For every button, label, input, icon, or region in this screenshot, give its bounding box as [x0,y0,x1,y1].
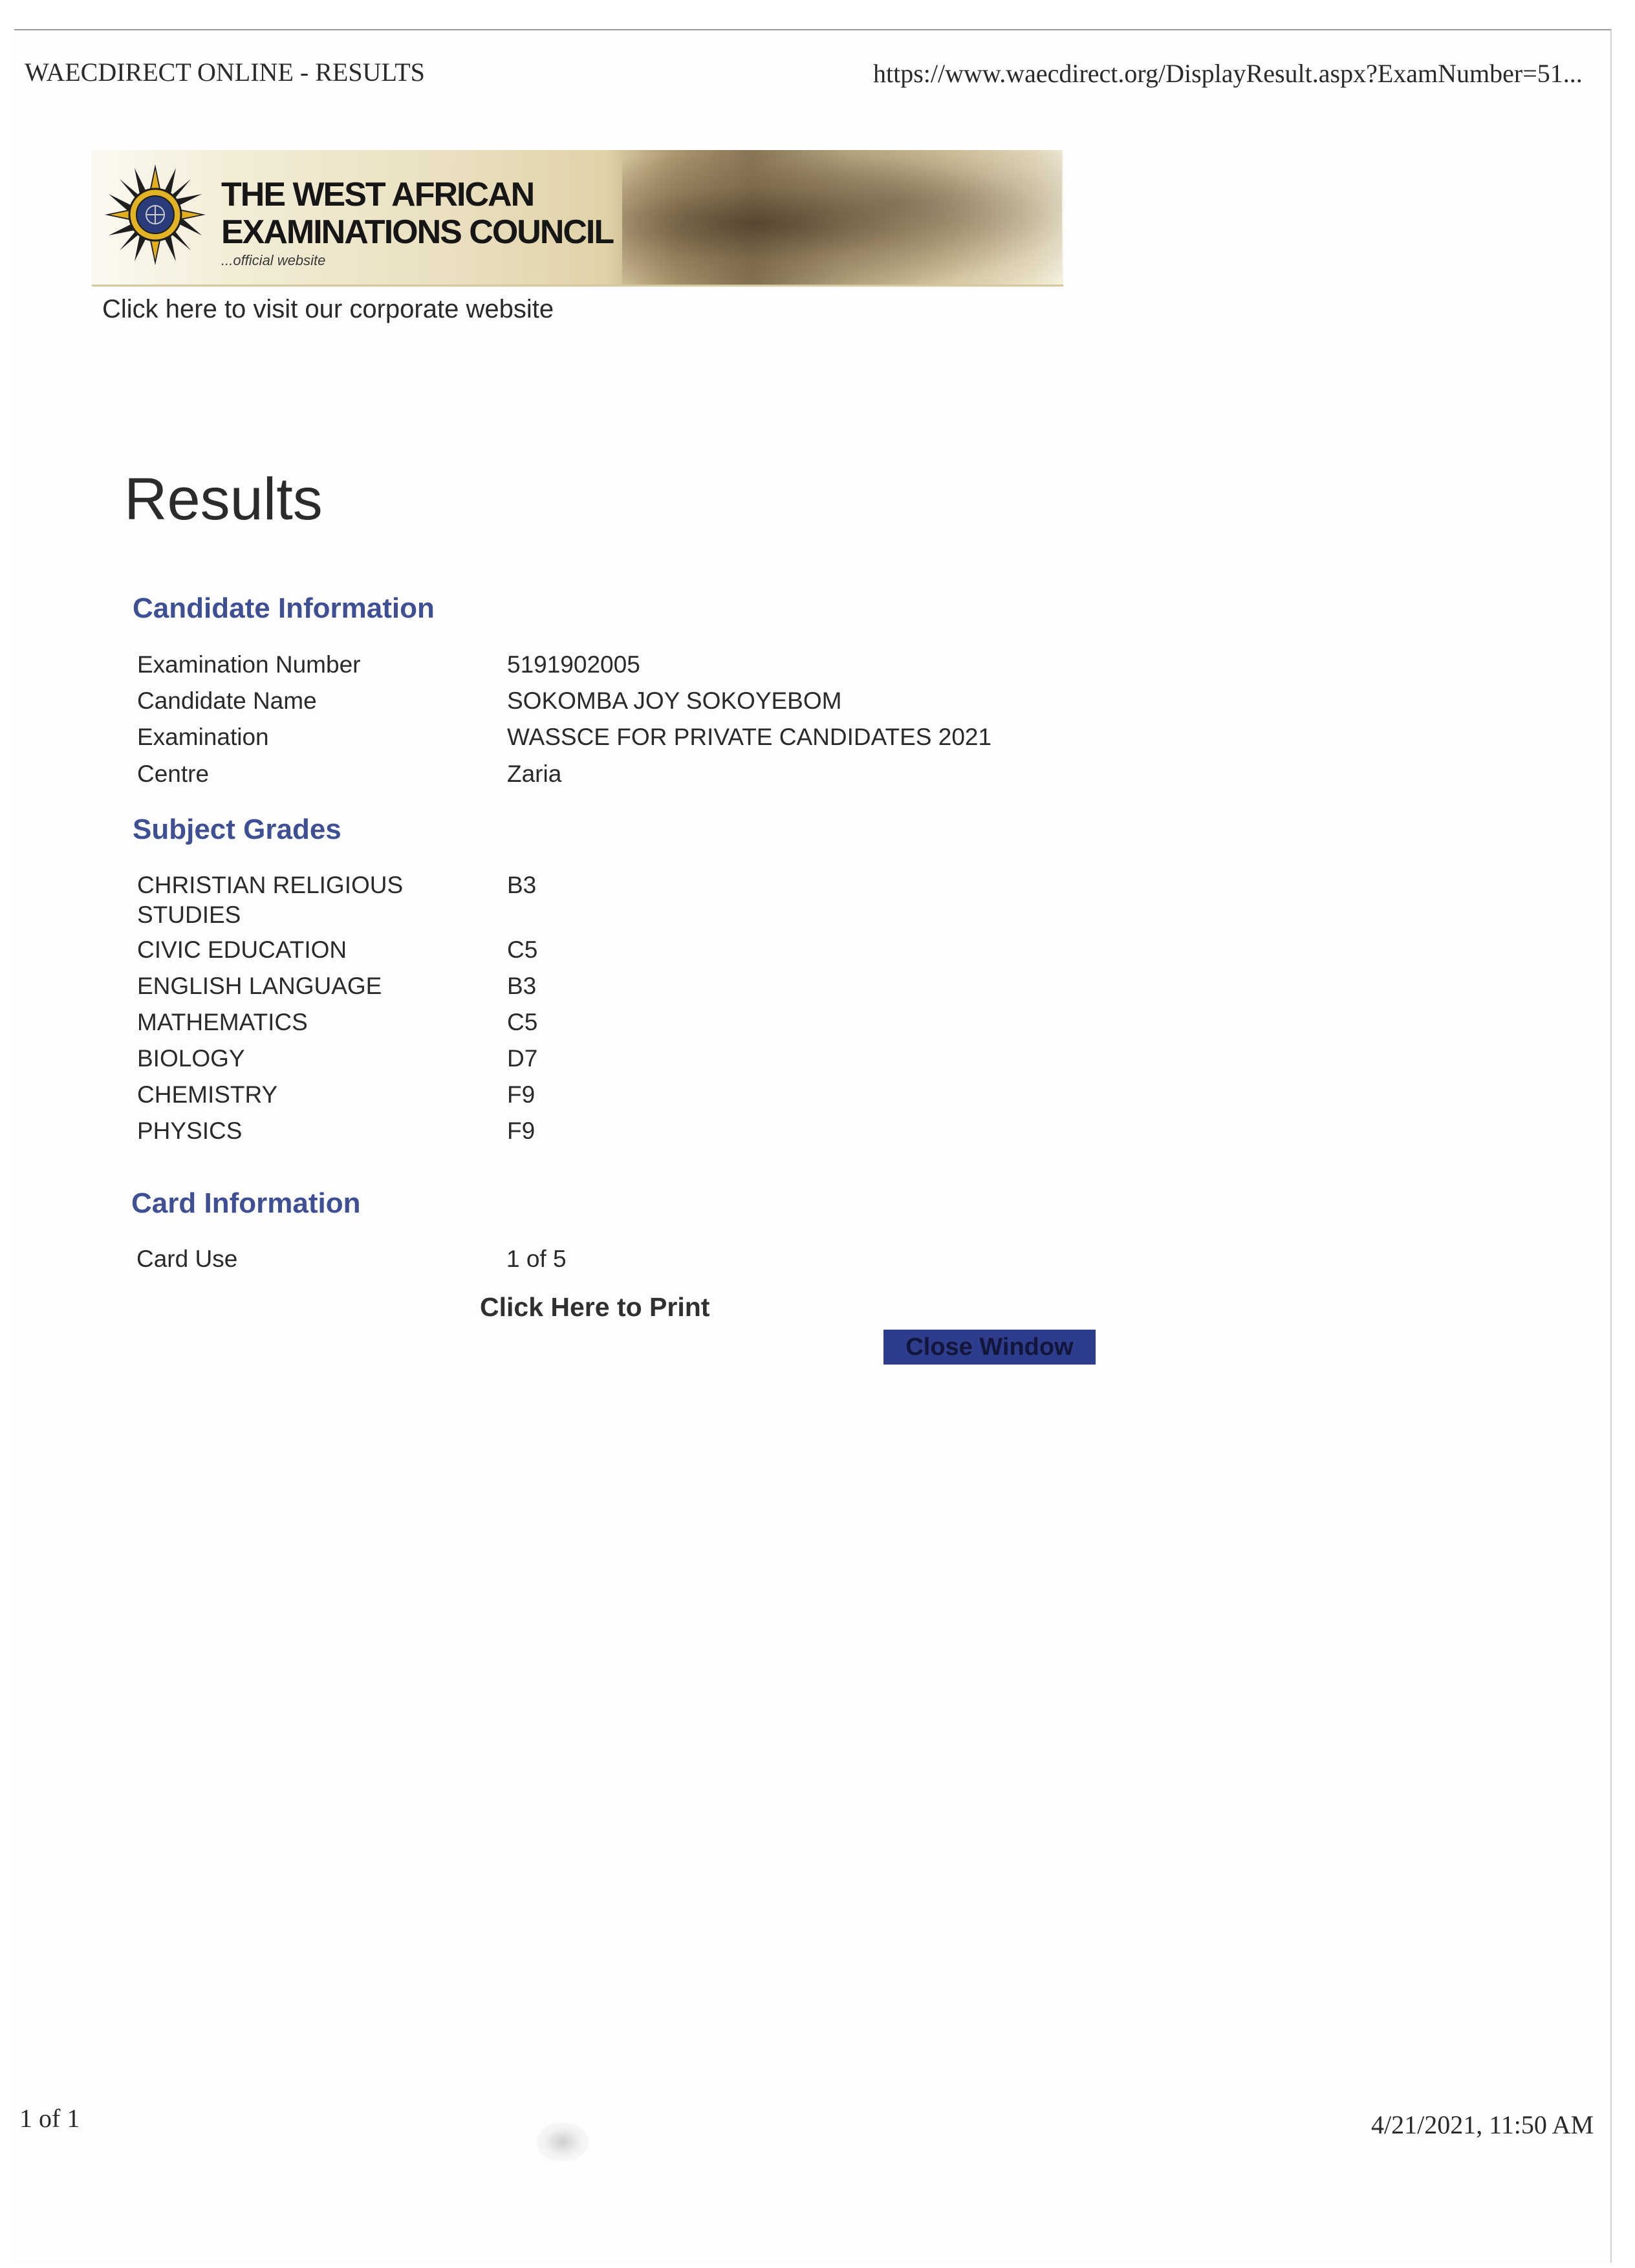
subject-name: ENGLISH LANGUAGE [137,973,382,999]
page-title: Results [124,466,323,532]
print-footer-datetime: 4/21/2021, 11:50 AM [1371,2110,1594,2139]
printed-page [14,29,1612,2263]
subject-grade: F9 [507,1118,536,1144]
exam-number-value: 5191902005 [507,651,640,678]
print-footer-page: 1 of 1 [19,2104,80,2133]
subject-name: CHRISTIAN RELIGIOUS STUDIES [137,872,404,928]
org-tagline: ...official website [221,252,326,268]
subject-name: BIOLOGY [137,1045,245,1072]
row-label: Centre [137,761,210,787]
scan-smudge [537,2122,589,2161]
subject-name: CHEMISTRY [137,1081,278,1108]
print-header-title: WAECDIRECT ONLINE - RESULTS [25,58,425,87]
row-label: Candidate Name [137,687,317,714]
waec-banner[interactable] [92,150,1063,286]
subject-grade: B3 [507,872,537,898]
subject-grade: C5 [507,936,538,963]
org-name-line1: THE WEST AFRICAN [221,176,534,213]
examination-value: WASSCE FOR PRIVATE CANDIDATES 2021 [507,724,992,750]
centre-value: Zaria [507,761,562,787]
subject-grade: D7 [507,1045,538,1072]
subject-name: PHYSICS [137,1118,243,1144]
subject-name: MATHEMATICS [137,1009,308,1035]
subject-grades-heading: Subject Grades [133,814,341,845]
subject-grade: B3 [507,973,537,999]
subject-grade: C5 [507,1009,538,1035]
print-header-url: https://www.waecdirect.org/DisplayResult.aspx?ExamNumber=51... [873,59,1583,88]
card-use-value: 1 of 5 [506,1246,567,1272]
subject-grade: F9 [507,1081,536,1108]
corporate-website-link[interactable]: Click here to visit our corporate website [102,295,554,323]
candidate-name-value: SOKOMBA JOY SOKOYEBOM [507,687,842,714]
org-name [221,176,613,251]
waec-logo-icon [103,163,207,266]
subject-name: CIVIC EDUCATION [137,936,347,963]
card-info-heading: Card Information [131,1187,361,1219]
org-name-line2: EXAMINATIONS COUNCIL [221,213,614,251]
row-label: Examination [137,724,269,750]
row-label: Card Use [136,1246,238,1272]
banner-graduate-photo [622,150,1062,285]
row-label: Examination Number [137,651,361,678]
print-link[interactable]: Click Here to Print [480,1292,710,1322]
candidate-info-heading: Candidate Information [133,592,435,624]
close-window-button[interactable]: Close Window [883,1330,1096,1365]
